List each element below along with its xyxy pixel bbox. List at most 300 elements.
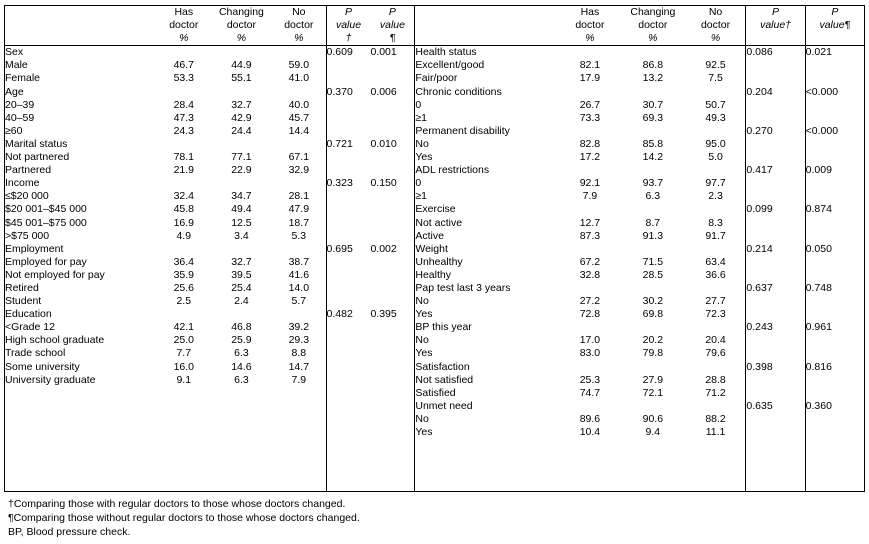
table-row: [5, 334, 865, 347]
cell-no-doctor-left: [272, 413, 326, 426]
table-row: [5, 46, 865, 60]
cell-changing-doctor-left: [211, 478, 272, 492]
cell-pvalue1-right: 0.099: [746, 203, 773, 216]
cell-changing-doctor-right: 79.8: [642, 347, 664, 360]
cell-has-doctor-left: [157, 465, 211, 478]
cell-no-doctor-right: [686, 452, 746, 465]
footnote-dagger: †Comparing those with regular doctors to those whose doctors changed.: [8, 498, 346, 511]
row-label-left: 40–59: [5, 111, 35, 124]
cell-has-doctor-right: 82.8: [579, 137, 601, 150]
cell-has-doctor-left: [157, 387, 211, 400]
table-row: [5, 478, 865, 492]
cell-has-doctor-left: 78.1: [173, 151, 194, 164]
cell-pvalue2-right: [805, 452, 864, 465]
cell-changing-doctor-left: [211, 243, 272, 256]
cell-pvalue1-left: [326, 321, 370, 334]
row-label-right: Health status: [415, 46, 477, 59]
cell-pvalue1-right: [746, 478, 805, 492]
cell-pvalue2-left: [370, 203, 414, 216]
cell-pvalue1-right: 0.243: [746, 321, 773, 334]
cell-pvalue1-right: 0.270: [746, 124, 773, 137]
cell-pvalue1-left: [326, 203, 370, 216]
cell-has-doctor-right: 27.2: [579, 295, 601, 308]
row-label-left: [5, 426, 157, 439]
cell-pvalue1-right: 0.204: [746, 85, 773, 98]
cell-no-doctor-right: 97.7: [686, 177, 746, 190]
cell-pvalue2-left: [370, 295, 414, 308]
cell-has-doctor-left: 24.3: [173, 124, 194, 137]
header-line1: P: [344, 6, 352, 18]
cell-pvalue2-left: 0.395: [370, 308, 414, 321]
header-line1: Has: [174, 6, 194, 18]
cell-has-doctor-right: 17.0: [579, 334, 601, 347]
cell-pvalue1-right: [746, 269, 805, 282]
cell-changing-doctor-left: 12.5: [231, 216, 252, 229]
cell-pvalue1-left: [326, 452, 370, 465]
cell-pvalue2-right: 0.748: [805, 282, 864, 295]
cell-has-doctor-right: 82.1: [579, 59, 601, 72]
row-label-right: No: [415, 137, 429, 150]
cell-pvalue2-right: [805, 59, 864, 72]
cell-changing-doctor-left: [211, 413, 272, 426]
cell-pvalue1-right: [746, 112, 805, 125]
table-row: [5, 230, 865, 243]
cell-changing-doctor-left: 39.5: [231, 268, 252, 281]
row-label-left: <Grade 12: [5, 321, 55, 334]
cell-no-doctor-right: [686, 125, 746, 138]
row-label-left: Student: [5, 295, 42, 308]
row-label-right: ≥1: [415, 190, 427, 203]
header-line2: doctor: [284, 19, 314, 32]
cell-no-doctor-left: 32.9: [272, 164, 326, 177]
cell-pvalue2-left: [370, 387, 414, 400]
cell-has-doctor-left: 7.7: [176, 347, 192, 360]
cell-no-doctor-right: 49.3: [686, 112, 746, 125]
cell-no-doctor-right: 7.5: [686, 72, 746, 85]
table-row: [5, 269, 865, 282]
cell-changing-doctor-left: [211, 465, 272, 478]
cell-has-doctor-right: [560, 46, 620, 60]
row-label-right: Yes: [415, 347, 433, 360]
cell-no-doctor-right: 71.2: [686, 387, 746, 400]
cell-pvalue2-right: 0.050: [805, 243, 864, 256]
cell-has-doctor-right: [560, 125, 620, 138]
cell-no-doctor-right: 95.0: [686, 138, 746, 151]
table-row: [5, 177, 865, 190]
cell-no-doctor-right: [686, 400, 746, 413]
cell-has-doctor-right: [560, 86, 620, 99]
table-row: [5, 99, 865, 112]
cell-pvalue1-right: [746, 334, 805, 347]
cell-has-doctor-right: [560, 361, 620, 374]
cell-pvalue1-left: [326, 465, 370, 478]
cell-pvalue2-right: [805, 269, 864, 282]
table-row: [5, 347, 865, 360]
cell-has-doctor-left: [157, 243, 211, 256]
cell-changing-doctor-left: [211, 387, 272, 400]
cell-pvalue2-right: 0.961: [805, 321, 864, 334]
cell-no-doctor-right: [686, 439, 746, 452]
table-row: [5, 387, 865, 400]
cell-has-doctor-left: [157, 138, 211, 151]
cell-changing-doctor-left: 6.3: [234, 373, 249, 386]
cell-changing-doctor-right: 28.5: [642, 268, 664, 281]
cell-pvalue2-right: [805, 256, 864, 269]
cell-no-doctor-left: 40.0: [272, 99, 326, 112]
cell-pvalue2-right: [805, 439, 864, 452]
cell-no-doctor-left: 67.1: [272, 151, 326, 164]
cell-no-doctor-right: [686, 86, 746, 99]
cell-pvalue1-right: [746, 308, 805, 321]
cell-has-doctor-right: 10.4: [579, 426, 601, 438]
cell-changing-doctor-right: 85.8: [642, 137, 664, 150]
table-row: [5, 217, 865, 230]
table-row: [5, 164, 865, 177]
cell-no-doctor-left: [272, 138, 326, 151]
cell-pvalue1-right: [746, 452, 805, 465]
cell-changing-doctor-left: 42.9: [231, 111, 252, 124]
cell-changing-doctor-right: 9.4: [645, 426, 661, 438]
cell-pvalue1-right: [746, 190, 805, 203]
row-label-left: Not employed for pay: [5, 268, 105, 281]
cell-no-doctor-right: [686, 203, 746, 216]
header-right-pvalue-pilcrow: [805, 6, 864, 46]
cell-changing-doctor-left: 3.4: [234, 229, 249, 242]
row-label-right: Yes: [415, 308, 433, 321]
cell-changing-doctor-right: [620, 46, 686, 60]
header-line2: doctor: [169, 19, 199, 32]
cell-no-doctor-left: 5.3: [272, 230, 326, 243]
cell-pvalue1-right: [746, 256, 805, 269]
cell-pvalue2-right: [805, 413, 864, 426]
row-label-right: BP this year: [415, 321, 472, 334]
cell-pvalue1-left: [326, 59, 370, 72]
header-line1: No: [708, 6, 723, 18]
cell-changing-doctor-right: 14.2: [642, 151, 664, 164]
cell-no-doctor-left: [272, 452, 326, 465]
table-row: [5, 190, 865, 203]
cell-changing-doctor-left: 6.3: [234, 347, 249, 360]
cell-pvalue1-right: [746, 177, 805, 190]
cell-pvalue1-right: [746, 295, 805, 308]
row-label-right: No: [415, 334, 429, 347]
cell-no-doctor-right: 20.4: [686, 334, 746, 347]
cell-pvalue2-left: [370, 164, 414, 177]
row-label-left: Age: [5, 85, 24, 98]
cell-changing-doctor-right: [620, 321, 686, 334]
header-line3: %: [179, 32, 189, 45]
header-line3: %: [710, 32, 721, 45]
cell-no-doctor-right: 8.3: [686, 217, 746, 230]
cell-pvalue1-right: [746, 347, 805, 360]
cell-no-doctor-left: 14.4: [272, 125, 326, 138]
cell-no-doctor-left: 14.0: [272, 282, 326, 295]
table-row: [5, 112, 865, 125]
cell-pvalue1-right: 0.398: [746, 360, 773, 373]
cell-no-doctor-left: 29.3: [272, 334, 326, 347]
row-label-left: Income: [5, 177, 40, 190]
cell-no-doctor-right: 36.6: [686, 269, 746, 282]
cell-pvalue1-left: 0.370: [326, 85, 353, 98]
row-label-right: [415, 439, 560, 452]
cell-pvalue1-left: [326, 361, 370, 374]
cell-pvalue1-left: [326, 374, 370, 387]
footnote-pilcrow: ¶Comparing those without regular doctors to those whose doctors changed.: [8, 512, 360, 525]
cell-has-doctor-right: [560, 203, 620, 216]
row-label-left: [5, 478, 157, 492]
cell-no-doctor-left: 8.8: [272, 347, 326, 360]
cell-pvalue1-left: [326, 334, 370, 347]
row-label-left: Some university: [5, 360, 80, 373]
cell-pvalue2-right: 0.021: [805, 46, 864, 60]
header-left-pvalue-pilcrow: [370, 6, 414, 46]
table-row: [5, 321, 865, 334]
table-row: [5, 374, 865, 387]
row-label-left: Not partnered: [5, 151, 70, 164]
footnotes: [4, 498, 865, 539]
cell-pvalue2-right: [805, 190, 864, 203]
cell-has-doctor-left: [157, 177, 211, 190]
row-label-right: Weight: [415, 242, 448, 255]
cell-pvalue2-right: 0.009: [805, 164, 864, 177]
cell-pvalue1-left: 0.609: [326, 46, 353, 59]
row-label-right: Chronic conditions: [415, 85, 502, 98]
row-label-left: 20–39: [5, 98, 35, 111]
cell-changing-doctor-right: 72.1: [642, 386, 664, 399]
row-label-right: Satisfaction: [415, 360, 470, 373]
cell-has-doctor-left: [157, 426, 211, 439]
cell-pvalue2-left: [370, 99, 414, 112]
cell-pvalue2-left: [370, 374, 414, 387]
cell-no-doctor-left: [272, 400, 326, 413]
cell-no-doctor-left: 41.6: [272, 269, 326, 282]
header-line3: %: [236, 32, 247, 45]
cell-no-doctor-right: [686, 164, 746, 177]
row-label-right: Exercise: [415, 203, 456, 216]
row-label-right: Not active: [415, 216, 463, 229]
cell-has-doctor-left: 16.9: [173, 216, 194, 229]
cell-has-doctor-left: [157, 400, 211, 413]
table-row: [5, 151, 865, 164]
table-body: [5, 46, 865, 492]
cell-has-doctor-right: 32.8: [579, 268, 601, 281]
cell-no-doctor-left: 18.7: [272, 217, 326, 230]
cell-pvalue2-right: [805, 138, 864, 151]
cell-has-doctor-left: 25.6: [173, 281, 194, 294]
cell-pvalue1-left: [326, 125, 370, 138]
row-label-left: $45 001–$75 000: [5, 216, 87, 229]
cell-changing-doctor-right: 30.2: [642, 295, 664, 308]
cell-has-doctor-right: 7.9: [582, 190, 598, 203]
cell-changing-doctor-left: 32.7: [231, 98, 252, 111]
cell-no-doctor-right: 88.2: [686, 413, 746, 426]
header-right-changing-doctor: [620, 6, 686, 46]
cell-no-doctor-left: 59.0: [272, 59, 326, 72]
cell-pvalue2-left: [370, 321, 414, 334]
cell-pvalue1-right: 0.637: [746, 281, 773, 294]
cell-pvalue2-right: [805, 426, 864, 439]
cell-changing-doctor-right: [620, 361, 686, 374]
cell-pvalue2-left: [370, 151, 414, 164]
cell-no-doctor-right: 11.1: [686, 426, 746, 439]
row-label-right: 0: [415, 177, 422, 190]
cell-pvalue1-right: [746, 138, 805, 151]
cell-pvalue1-left: [326, 387, 370, 400]
cell-no-doctor-left: 28.1: [272, 190, 326, 203]
cell-pvalue1-left: [326, 413, 370, 426]
cell-pvalue1-left: [326, 400, 370, 413]
cell-pvalue2-left: [370, 413, 414, 426]
cell-no-doctor-left: [272, 243, 326, 256]
header-line2: value: [335, 19, 362, 32]
table-row: [5, 465, 865, 478]
cell-no-doctor-right: 27.7: [686, 295, 746, 308]
cell-has-doctor-left: 25.0: [173, 334, 194, 347]
header-line2: value: [379, 19, 405, 32]
cell-has-doctor-right: 89.6: [579, 412, 601, 425]
cell-pvalue1-right: 0.417: [746, 164, 773, 177]
cell-no-doctor-left: [272, 426, 326, 439]
row-label-left: [5, 439, 157, 452]
cell-has-doctor-left: 53.3: [173, 72, 194, 85]
cell-pvalue2-right: <0.000: [805, 86, 864, 99]
cell-changing-doctor-right: 6.3: [645, 190, 661, 203]
header-line1: P: [772, 6, 780, 18]
cell-pvalue2-left: 0.006: [370, 86, 414, 99]
row-label-left: [5, 413, 157, 426]
cell-pvalue1-right: [746, 413, 805, 426]
cell-no-doctor-left: [272, 478, 326, 492]
header-line2: doctor: [226, 19, 257, 32]
cell-has-doctor-right: [560, 400, 620, 413]
cell-no-doctor-left: [272, 439, 326, 452]
cell-no-doctor-right: 50.7: [686, 99, 746, 112]
cell-no-doctor-right: 91.7: [686, 230, 746, 243]
cell-changing-doctor-left: 14.6: [231, 360, 252, 373]
cell-changing-doctor-right: 30.7: [642, 98, 664, 111]
row-label-left: [5, 452, 157, 465]
header-line2: value†: [760, 19, 792, 32]
header-line1: Changing: [630, 6, 676, 18]
table-row: [5, 256, 865, 269]
cell-changing-doctor-left: 44.9: [231, 59, 252, 72]
cell-changing-doctor-right: [620, 439, 686, 452]
cell-no-doctor-right: [686, 46, 746, 60]
table-row: [5, 413, 865, 426]
row-label-left: ≤$20 000: [5, 190, 49, 203]
footnote-bp: BP, Blood pressure check.: [8, 525, 131, 538]
cell-no-doctor-right: 2.3: [686, 190, 746, 203]
cell-has-doctor-left: 36.4: [173, 255, 194, 268]
cell-changing-doctor-left: 49.4: [231, 203, 252, 216]
cell-pvalue1-right: [746, 217, 805, 230]
cell-pvalue2-left: [370, 112, 414, 125]
cell-no-doctor-left: 45.7: [272, 112, 326, 125]
cell-has-doctor-right: 92.1: [579, 177, 601, 190]
cell-pvalue2-right: 0.360: [805, 400, 864, 413]
cell-pvalue2-right: <0.000: [805, 125, 864, 138]
cell-has-doctor-left: 9.1: [176, 373, 192, 386]
table-header-row: [5, 6, 865, 46]
cell-changing-doctor-left: 55.1: [231, 72, 252, 85]
table-row: [5, 426, 865, 439]
header-line2: doctor: [575, 19, 605, 32]
table-row: [5, 361, 865, 374]
row-label-right: Unhealthy: [415, 255, 463, 268]
cell-pvalue2-left: [370, 59, 414, 72]
cell-pvalue2-left: [370, 361, 414, 374]
header-line1: Changing: [218, 6, 264, 18]
cell-pvalue1-right: [746, 72, 805, 85]
cell-has-doctor-left: 35.9: [173, 268, 194, 281]
cell-pvalue1-left: [326, 164, 370, 177]
row-label-right: Not satisfied: [415, 373, 474, 386]
cell-pvalue2-left: [370, 478, 414, 492]
cell-pvalue1-right: [746, 151, 805, 164]
cell-changing-doctor-left: 25.9: [231, 334, 252, 347]
cell-has-doctor-right: 17.9: [579, 72, 601, 85]
cell-pvalue2-right: [805, 230, 864, 243]
cell-has-doctor-left: [157, 478, 211, 492]
cell-changing-doctor-left: 24.4: [231, 124, 252, 137]
cell-pvalue1-right: [746, 387, 805, 400]
cell-pvalue1-left: [326, 426, 370, 439]
row-label-right: ≥1: [415, 111, 427, 124]
cell-has-doctor-left: 21.9: [173, 164, 194, 177]
row-label-left: Retired: [5, 281, 39, 294]
cell-has-doctor-right: [560, 452, 620, 465]
cell-pvalue1-left: [326, 295, 370, 308]
cell-no-doctor-right: [686, 478, 746, 492]
row-label-left: Male: [5, 59, 28, 72]
cell-pvalue2-right: [805, 99, 864, 112]
cell-has-doctor-left: [157, 413, 211, 426]
cell-changing-doctor-right: [620, 86, 686, 99]
cell-changing-doctor-right: [620, 282, 686, 295]
cell-changing-doctor-right: 69.8: [642, 308, 664, 321]
table-row: [5, 295, 865, 308]
row-label-right: Fair/poor: [415, 72, 458, 85]
cell-no-doctor-left: 7.9: [272, 374, 326, 387]
cell-pvalue1-left: [326, 230, 370, 243]
cell-pvalue1-left: 0.323: [326, 177, 353, 190]
header-left-blank: [5, 6, 157, 46]
cell-changing-doctor-left: 2.4: [234, 295, 249, 308]
cell-pvalue2-left: [370, 72, 414, 85]
cell-changing-doctor-right: 8.7: [645, 216, 661, 229]
row-label-left: Employment: [5, 242, 64, 255]
cell-pvalue2-left: [370, 230, 414, 243]
cell-pvalue1-left: 0.695: [326, 242, 353, 255]
cell-has-doctor-right: [560, 321, 620, 334]
header-left-no-doctor: [272, 6, 326, 46]
cell-has-doctor-right: 73.3: [579, 111, 601, 124]
cell-has-doctor-right: 17.2: [579, 151, 601, 164]
cell-changing-doctor-right: 71.5: [642, 255, 664, 268]
row-label-left: Education: [5, 308, 52, 321]
cell-pvalue2-left: [370, 190, 414, 203]
row-label-left: $20 001–$45 000: [5, 203, 87, 216]
cell-changing-doctor-right: [620, 203, 686, 216]
cell-changing-doctor-left: [211, 177, 272, 190]
cell-has-doctor-left: 2.5: [176, 295, 192, 308]
cell-no-doctor-right: 72.3: [686, 308, 746, 321]
cell-pvalue2-right: 0.874: [805, 203, 864, 216]
header-line1: P: [831, 6, 839, 18]
cell-pvalue1-right: [746, 99, 805, 112]
cell-has-doctor-right: 87.3: [579, 229, 601, 242]
cell-changing-doctor-left: [211, 439, 272, 452]
